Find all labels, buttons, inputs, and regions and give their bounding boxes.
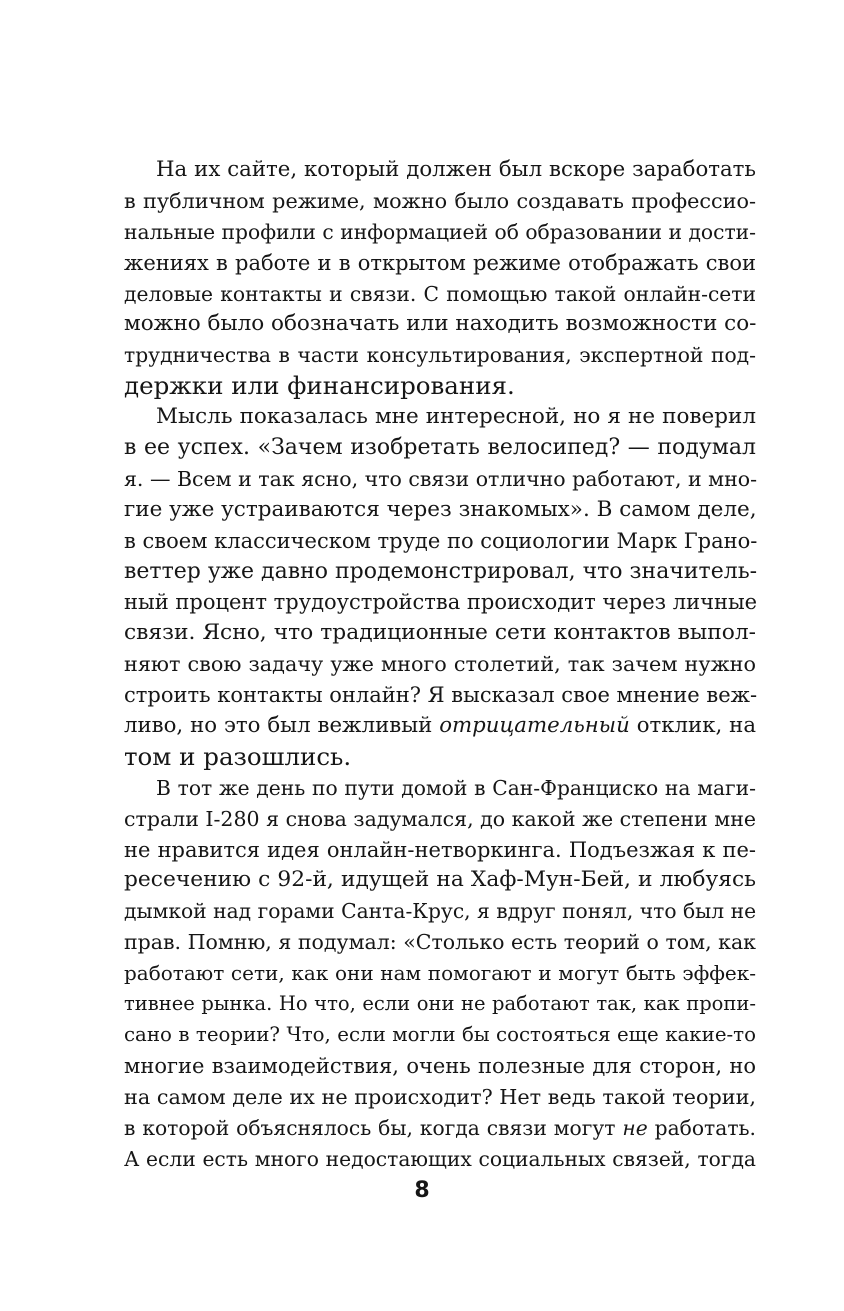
body-text (124, 155, 756, 1174)
text-line: няют свою задачу уже много столетий, так зачем нужно (124, 652, 756, 677)
text-line: в публичном режиме, можно было создавать профессио- (124, 188, 756, 213)
text-line-with-emphasis (124, 711, 756, 742)
text-line: деловые контакты и связи. С помощью такой онлайн-сети (124, 281, 756, 306)
text-line: жениях в работе и в открытом режиме отображать свои (124, 250, 756, 275)
text-line: держки или финансирования. (124, 371, 515, 401)
text-line-with-emphasis (124, 1113, 756, 1144)
text-line: тивнее рынка. Но что, если они не работают так, как пропи- (124, 992, 756, 1016)
text-line: ресечению с 92-й, идущей на Хаф-Мун-Бей, и любуясь (124, 867, 756, 893)
text-line: веттер уже давно продемонстрировал, что значитель- (124, 558, 758, 584)
text-line: работают сети, как они нам помогают и могут быть эффек- (124, 961, 756, 986)
text-line: я. — Всем и так ясно, что связи отлично работают, и мно- (124, 466, 758, 491)
text-segment: работать. (647, 1115, 756, 1140)
text-line: А если есть много недостающих социальных связей, тогда (124, 1146, 756, 1171)
text-line: прав. Помню, я подумал: «Столько есть теорий о том, как (124, 930, 756, 955)
text-segment: в которой объяснялось бы, когда связи могут (124, 1115, 623, 1140)
text-line: Мысль показалась мне интересной, но я не поверил (156, 404, 756, 430)
text-line: том и разошлись. (124, 741, 352, 771)
text-line: на самом деле их не происходит? Нет ведь такой теории, (124, 1084, 756, 1109)
text-line: нальные профили с информацией об образовании и дости- (124, 219, 756, 244)
italic-emphasis: отрицательный (439, 713, 630, 739)
text-line: в своем классическом труде по социологии Марк Грано- (124, 528, 758, 553)
text-line: многие взаимодействия, очень полезные для сторон, но (124, 1053, 756, 1078)
text-line: В тот же день по пути домой в Сан-Франциско на маги- (156, 775, 756, 800)
text-line: страли I-280 я снова задумался, до какой же степени мне (124, 806, 756, 831)
text-segment: отклик, на (629, 713, 757, 739)
text-line: сано в теории? Что, если могли бы состояться еще какие-то (124, 1022, 756, 1046)
text-line: гие уже устраиваются через знакомых». В самом деле, (124, 496, 757, 522)
text-line: дымкой над горами Санта-Крус, я вдруг понял, что был не (124, 899, 757, 924)
text-line: трудничества в части консультирования, экспертной под- (124, 343, 756, 368)
text-line: в ее успех. «Зачем изобретать велосипед? — подумал (124, 435, 756, 461)
text-line: строить контакты онлайн? Я высказал свое мнение веж- (124, 683, 758, 708)
text-line: ный процент трудоустройства происходит через личные (124, 590, 758, 615)
text-line: можно было обозначать или находить возможности со- (124, 311, 757, 337)
page-number: 8 (414, 1178, 430, 1203)
text-line: На их сайте, который должен был вскоре заработать (156, 157, 756, 182)
text-line: не нравится идея онлайн-нетворкинга. Подъезжая к пе- (124, 837, 756, 862)
italic-emphasis: не (622, 1115, 648, 1140)
text-line: связи. Ясно, что традиционные сети контактов выпол- (124, 620, 756, 646)
text-segment: ливо, но это был вежливый (124, 713, 440, 739)
